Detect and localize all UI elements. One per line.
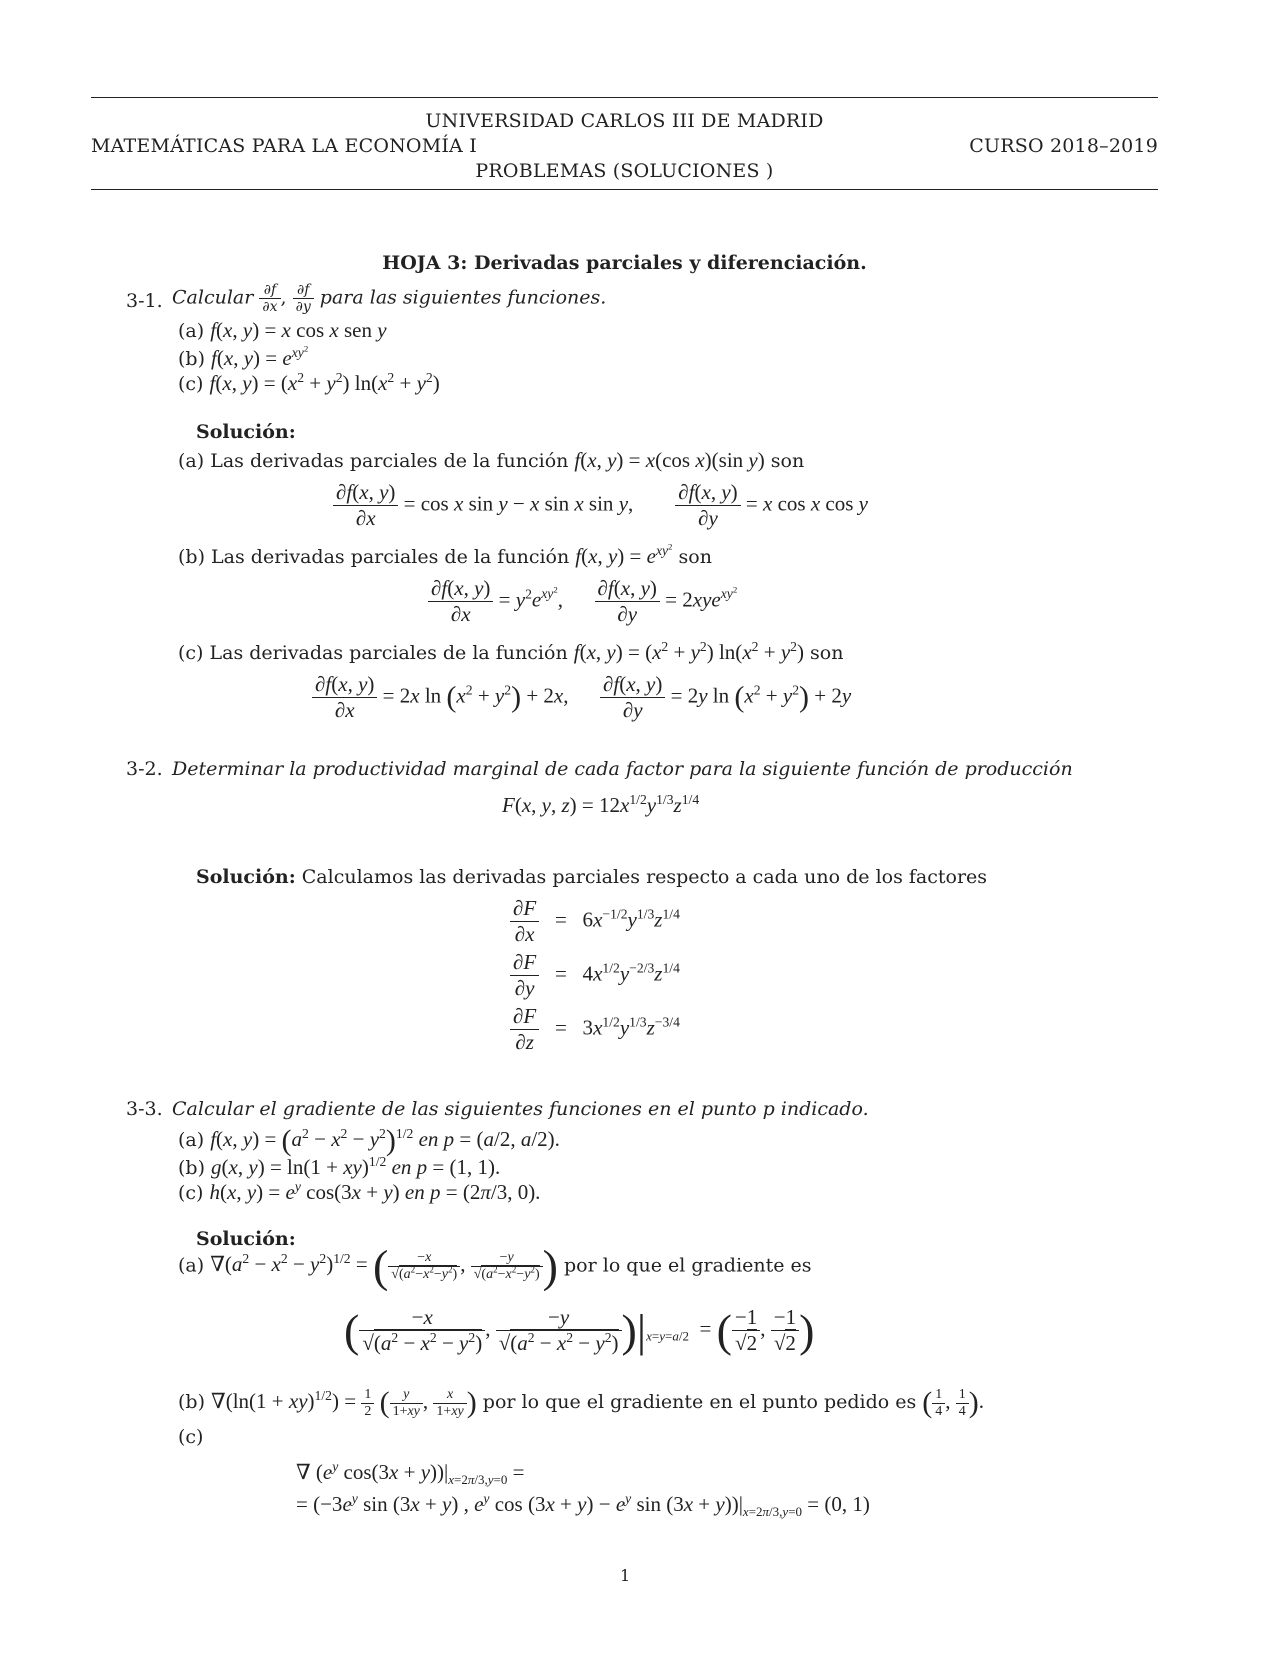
page-number: 1 (620, 1566, 631, 1585)
course-title: MATEMÁTICAS PARA LA ECONOMÍA I (91, 135, 477, 157)
problem-3-3-solution-label: Solución: (196, 1228, 296, 1250)
problem-3-1-statement: Calcular $\frac{\partial f}{\partial x}$ , $\frac{\partial f}{\partial y}$ para las siguientes funciones. (172, 282, 607, 315)
solution-3-1-a-formula: $\frac{\partial f(x, y)}{\partial x}$ = cos x sin y − x sin x sin y, $\frac{\partial f(x, y)}{\partial y}$ = x cos x cos y (333, 480, 868, 531)
solution-3-1-b-intro: (b) Las derivadas parciales de la función f(x, $y) = e^{xy^2}$ son (178, 541, 712, 568)
university-name: UNIVERSIDAD CARLOS III DE MADRID (425, 110, 824, 132)
sheet-title: HOJA 3: Derivadas parciales y diferenciación. (382, 252, 867, 274)
header-top-rule (91, 97, 1158, 98)
problem-3-3-item-c: (c) h(x, $y) = e^y$ cos(3x + y) en p = (2π/3, 0). (178, 1179, 541, 1204)
course-year: CURSO 2018–2019 (969, 135, 1158, 157)
problem-3-3-item-b: (b) g(x, y) = ln(1 + xy)$^{1/2}$ en p = (1, 1). (178, 1154, 501, 1179)
solution-3-2-dFdz: $\frac{\partial F}{\partial z}$ = $3x^{1/2}y^{1/3}z^{-3/4}$ (510, 1004, 680, 1055)
header-subtitle: PROBLEMAS (SOLUCIONES ) (475, 160, 774, 182)
problem-3-1-item-a: (a) f(x, y) = x cos x sen y (178, 318, 387, 342)
solution-3-1-c-intro: (c) Las derivadas parciales de la función f(x, $y) = (x^2 + y^2) \ln(x^2 + y^2)$ son (178, 639, 844, 664)
problem-3-2-function: F(x, y, $z) = 12x^{1/2}y^{1/3}z^{1/4}$ (502, 792, 700, 817)
header-bottom-rule (91, 189, 1158, 190)
solution-3-3-c-label: (c) (178, 1426, 204, 1448)
solution-3-3-a-line2: ( $\frac{-x}{√(a^2 - x^2 - y^2)}$ , $\frac{-y}{√(a^2 - x^2 - y^2)}$ )$|_{x=y=a/2}$ = ( $\frac{-1}{√2}$ , $\frac{-1}{√2}$ ) (344, 1305, 815, 1356)
solution-3-2-dFdy: $\frac{\partial F}{\partial y}$ = $4x^{1/2}y^{-2/3}z^{1/4}$ (510, 950, 680, 1001)
problem-3-2-solution: Solución: Calculamos las derivadas parciales respecto a cada uno de los factores (196, 866, 988, 888)
solution-3-3-a-line1: (a) $\nabla(a^2 - x^2 - y^2)^{1/2}$ = ( $\frac{-x}{√(a^2-x^2-y^2)}$ , $\frac{-y}{√(a^2-x^2-y^2)}$ ) por lo que el gradiente es (178, 1241, 812, 1292)
problem-3-1-solution-label: Solución: (196, 421, 296, 443)
problem-3-3-number: 3-3. (126, 1098, 163, 1120)
problem-3-1-item-c: (c) f(x, $y) = (x^2 + y^2) \ln(x^2 + y^2)$ (178, 370, 440, 395)
problem-3-1-item-b: (b) f(x, $y) = e^{xy^2}$ (178, 343, 309, 370)
solution-3-2-dFdx: $\frac{\partial F}{\partial x}$ = $6x^{-1/2}y^{1/3}z^{1/4}$ (510, 896, 680, 947)
solution-3-3-c-line2: = ($-3e^y$ sin (3x + y) , $e^y$ $\cos (3x + y) - e^y$ $\sin (3x + y))|_{x=2\pi/3,y=0} = (0$, 1) (296, 1491, 870, 1520)
problem-3-2-number: 3-2. (126, 758, 163, 780)
problem-3-2-statement: Determinar la productividad marginal de cada factor para la siguiente función de producción (172, 758, 1073, 780)
solution-3-1-c-formula: $\frac{\partial f(x, y)}{\partial x}$ = 2x $\ln (x^2 + y^2) + 2x$, $\frac{\partial f(x, y)}{\partial y}$ = 2y $\ln (x^2 + y^2) + 2y$ (312, 672, 851, 723)
problem-3-3-statement: Calcular el gradiente de las siguientes funciones en el punto p indicado. (172, 1098, 869, 1120)
solution-3-1-a-intro: (a) Las derivadas parciales de la función f(x, y) = x(cos x)(sin y) son (178, 448, 805, 472)
problem-3-3-item-a: (a) f(x, $y) = (a^2 - x^2 - y^2)^{1/2}$ en p = (a/2, a/2). (178, 1124, 560, 1157)
solution-3-1-b-formula: $\frac{\partial f(x, y)}{\partial x}$ = $y^2e^{xy^2}$, $\frac{\partial f(x, y)}{\partial y}$ = 2xye$^{xy^2}$ (428, 576, 737, 627)
solution-3-3-c-line1: ∇ ($e^y$ $\cos(3x + y))|_{x=2\pi/3,y=0}$ = (296, 1459, 525, 1488)
solution-3-3-b: (b) ∇(ln(1 + xy)$^{1/2}$) = $\frac{1}{2}$ ( $\frac{y}{1+xy}$ , $\frac{x}{1+xy}$ ) por lo que el gradiente en el punto pedido es ( $\frac{1}{4}$ , $\frac{1}{4}$ ). (178, 1386, 985, 1419)
problem-3-1-number: 3-1. (126, 290, 163, 312)
